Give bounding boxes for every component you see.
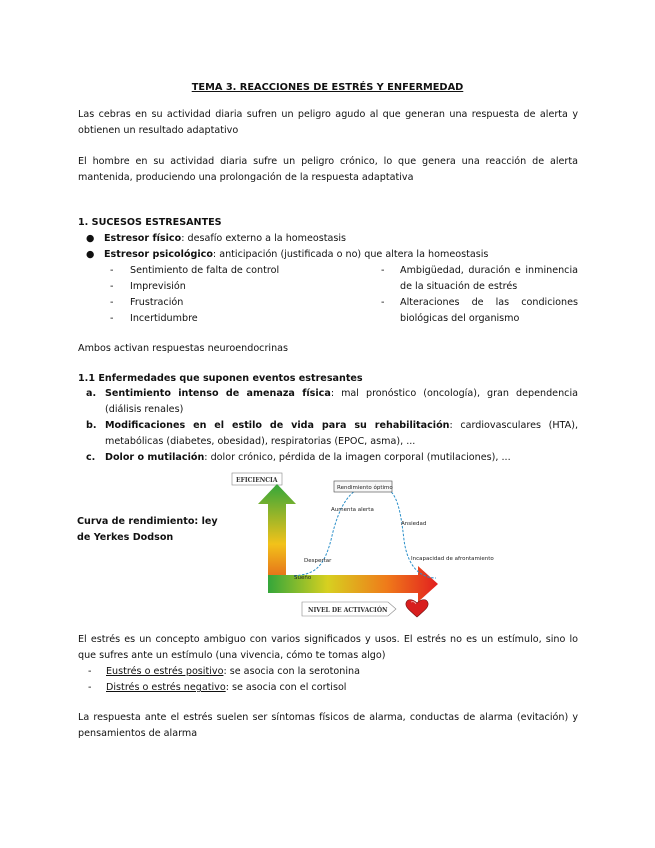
bullet-text: : desafío externo a la homeostasis — [181, 233, 347, 244]
dash-icon: - — [110, 265, 114, 276]
dash-icon: - — [381, 297, 385, 308]
list-item — [78, 231, 578, 247]
dash-icon: - — [110, 281, 114, 292]
bullet-label: Estresor psicológico — [104, 249, 213, 260]
note-text: Ambos activan respuestas neuroendocrinas — [78, 343, 289, 354]
list-item: - Eustrés o estrés positivo: se asocia con la serotonina — [88, 666, 361, 677]
list-item: a. Sentimiento intenso de amenaza física: mal pronóstico (oncología), gran dependencia (diálisis renales) — [86, 388, 578, 415]
dash-icon: - — [88, 666, 92, 677]
list-item: - Ambigüedad, duración e inminencia de la situación de estrés — [381, 265, 578, 292]
incapacidad-label: Incapacidad de afrontamiento — [411, 556, 494, 562]
section-heading: 1. SUCESOS ESTRESANTES — [78, 217, 222, 228]
list-item: - Frustración — [110, 297, 184, 308]
list-item: c. Dolor o mutilación: dolor crónico, pérdida de la imagen corporal (mutilaciones), ... — [86, 452, 511, 463]
list-item: - Imprevisión — [110, 281, 186, 292]
intro-paragraph-2: El hombre en su actividad diaria sufre un peligro crónico, lo que genera una reacción de alerta mantenida, produciendo una prolongación de la respuesta adaptativa — [78, 156, 578, 183]
bullet-text: : anticipación (justificada o no) que altera la homeostasis — [212, 249, 489, 260]
list-item: - Sentimiento de falta de control — [110, 265, 280, 276]
page-title: TEMA 3. REACCIONES DE ESTRÉS Y ENFERMEDAD — [191, 82, 464, 93]
dash-icon: - — [110, 313, 114, 324]
stress-paragraph-2: La respuesta ante el estrés suelen ser síntomas físicos de alarma, conductas de alarma (evitación) y pensamientos de alarma — [78, 712, 578, 739]
x-axis-label: NIVEL DE ACTIVACIÓN — [308, 607, 388, 614]
y-axis-label: EFICIENCIA — [236, 477, 278, 484]
stress-paragraph-1: El estrés es un concepto ambiguo con varios significados y usos. El estrés no es un estímulo, sino lo que sufres ante un estímulo (una vivencia, cómo te tomas algo) — [78, 634, 578, 661]
list-item: - Incertidumbre — [110, 313, 198, 324]
aumenta-alerta-label: Aumenta alerta — [331, 507, 374, 513]
x-axis-arrow — [268, 566, 438, 602]
bullet-icon: ● — [86, 233, 95, 244]
sueno-label: Sueño — [294, 575, 312, 581]
bullet-label: Estresor físico — [104, 233, 182, 244]
list-item: b. Modificaciones en el estilo de vida para su rehabilitación: cardiovasculares (HTA), metabólicas (diabetes, obesidad), respiratorias (EPOC, asma), ... — [86, 420, 579, 447]
curve-title: Curva de rendimiento: ley de Yerkes Dodson — [77, 516, 218, 543]
dash-icon: - — [110, 297, 114, 308]
intro-paragraph-1: Las cebras en su actividad diaria sufren un peligro agudo al que generan una respuesta de alerta y obtienen un resultado adaptativo — [78, 109, 578, 136]
dash-icon: - — [381, 265, 385, 276]
performance-curve — [294, 485, 436, 578]
despertar-label: Despertar — [304, 558, 332, 564]
list-item: - Distrés o estrés negativo: se asocia con el cortisol — [88, 682, 347, 693]
list-item — [78, 247, 578, 263]
subsection-heading: 1.1 Enfermedades que suponen eventos estresantes — [78, 373, 363, 384]
dash-icon: - — [88, 682, 92, 693]
bullet-icon: ● — [86, 249, 95, 260]
list-item: - Alteraciones de las condiciones biológicas del organismo — [381, 297, 578, 324]
peak-label: Rendimiento óptimo — [337, 485, 393, 491]
heart-icon — [405, 598, 429, 618]
ansiedad-label: Ansiedad — [401, 521, 427, 527]
